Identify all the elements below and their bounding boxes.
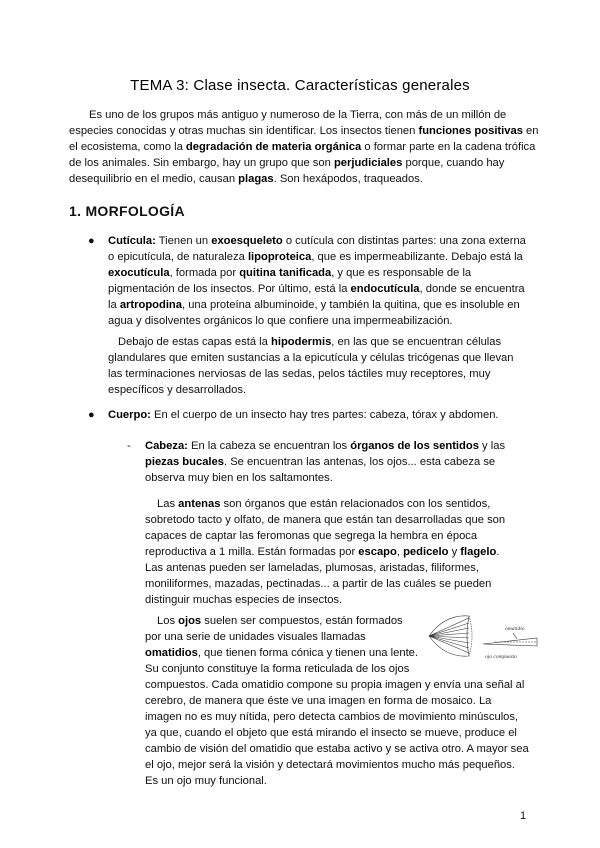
figure-label-omatidio: omatidio	[505, 626, 525, 632]
cuticula-paragraph: Cutícula: Tienen un exoesqueleto o cutícula con distintas partes: una zona externa o epicutícula, de naturaleza lipoproteica, que es impermeabilizante. Debajo está la exocutícula, formada por quitina tanificada, y que es responsable de la pigmentación de los insectos. Por último, está la endocutícula, donde se encuentra la artropodina, una proteína albuminoide, y también la quitina, que es insoluble en agua y disolventes orgánicos lo que confiere una impermeabilización.	[108, 235, 526, 327]
page-number: 1	[520, 810, 527, 822]
ojos-paragraph-continued: compuestos. Cada omatidio compone su propia imagen y envía una señal al cerebro, de manera que éste ve una imagen en forma de mosaico. La imagen no es muy nítida, pero detecta cambios de movimiento minúsculos, ya que, cuando el objeto que está mirando el insecto se mueve, produce el cambio de visión del omatidio que estaba activo y se activa otro. A mayor sea el ojo, mejor será la visión y detectará movimientos mucho más pequeños. Es un ojo muy funcional.	[145, 679, 529, 787]
section-heading-morfologia: 1. MORFOLOGÍA	[69, 203, 185, 219]
hipodermis-paragraph: Debajo de estas capas está la hipodermis, en las que se encuentran células glandulares que emiten sustancias a la epicutícula y células tricógenas que llevan las terminaciones nerviosas de las sedas, pelos táctiles muy receptores, muy específicos y desarrollados.	[108, 336, 514, 396]
figure-label-ojo-compuesto: ojo compuesto	[485, 654, 517, 660]
page-title: TEMA 3: Clase insecta. Características generales	[130, 77, 470, 94]
antenas-paragraph: Las antenas son órganos que están relacionados con los sentidos, sobretodo tacto y olfato, de manera que están tan desarrolladas que son capaces de captar las feromonas que segrega la hembra en época reproductiva a 1 milla. Están formadas por escapo, pedicelo y flagelo. Las antenas pueden ser lameladas, plumosas, aristadas, filiformes, moniliformes, mazadas, pectinadas... a partir de las cuáles se pueden distinguir muchas especies de insectos.	[145, 498, 506, 606]
ojos-paragraph: Los ojos suelen ser compuestos, están formados por una serie de unidades visuales llamadas omatidios, que tienen forma cónica y tienen una lente. Su conjunto constituye la forma reticulada de los ojos	[145, 615, 419, 675]
bullet-cuerpo: ●	[88, 409, 95, 421]
cuerpo-paragraph: Cuerpo: En el cuerpo de un insecto hay tres partes: cabeza, tórax y abdomen.	[108, 409, 499, 421]
dash-cabeza: -	[127, 440, 131, 452]
compound-eye-figure	[425, 610, 543, 662]
intro-paragraph: Es uno de los grupos más antiguo y numeroso de la Tierra, con más de un millón de especies conocidas y otras muchas sin identificar. Los insectos tienen funciones positivas en el ecosistema, como la degradación de materia orgánica o formar parte en la cadena trófica de los animales. Sin embargo, hay un grupo que son perjudiciales porque, cuando hay desequilibrio en el medio, causan plagas. Son hexápodos, traqueados.	[69, 109, 539, 185]
cabeza-paragraph: Cabeza: En la cabeza se encuentran los órganos de los sentidos y las piezas bucales. Se encuentran las antenas, los ojos... esta cabeza se observa muy bien en los saltamontes.	[145, 440, 506, 484]
bullet-cuticula: ●	[88, 235, 95, 247]
